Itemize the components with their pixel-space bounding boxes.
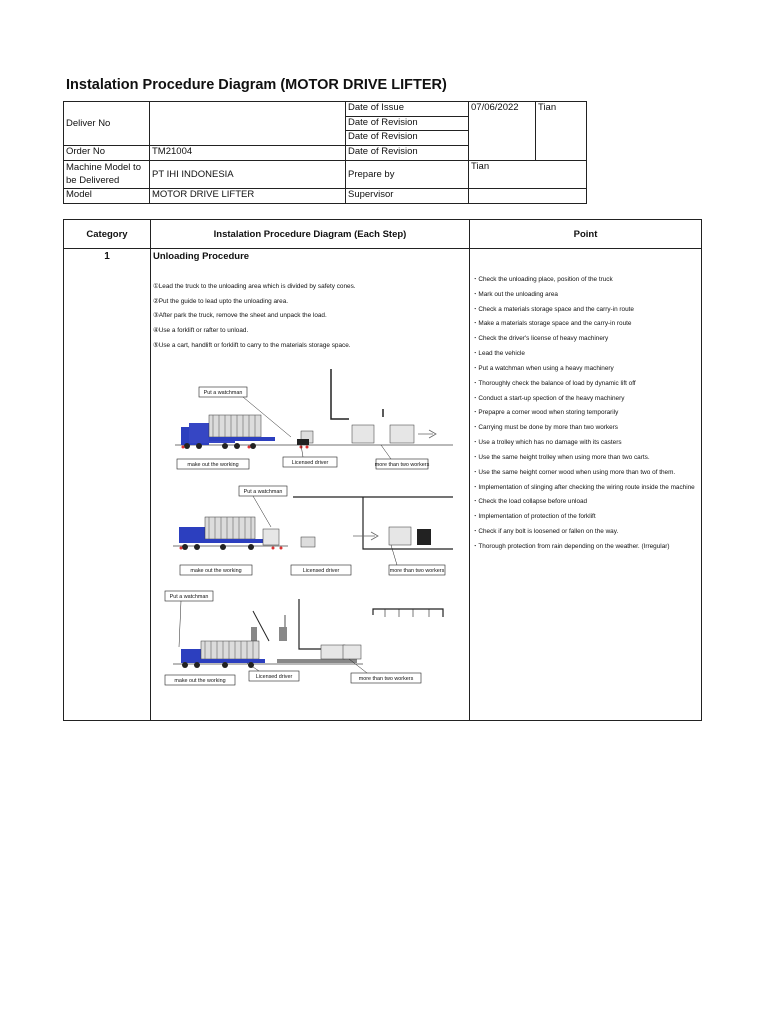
point-2-3: ・Conduct a start-up spection of the heavy machinery (472, 394, 625, 402)
date-of-revision-label-1: Date of Revision (346, 117, 469, 131)
machine-model-label-line-1: Machine Model to (66, 162, 141, 173)
date-of-issue-label: Date of Issue (346, 102, 469, 117)
date-of-issue-value: 07/06/2022 (469, 102, 536, 161)
machine-model-value: PT IHI INDONESIA (150, 161, 346, 189)
date-of-revision-label-3: Date of Revision (346, 146, 469, 161)
point-1-1: ・Check the unloading place, position of the truck (472, 276, 613, 283)
diagram-column-header: Instalation Procedure Diagram (Each Step) (151, 220, 470, 249)
deliver-no-value (150, 102, 346, 146)
category-column-header: Category (64, 220, 151, 249)
point-3-1: ・Use the same height corner wood when using more than two of them. (472, 468, 676, 476)
procedure-steps (153, 280, 467, 353)
scene-3 (165, 591, 443, 685)
point-2-6: ・Use a trolley which has no damage with its casters (472, 438, 622, 446)
machine-model-label-line-2: be Delivered (66, 175, 120, 186)
label-watchman-3: Put a watchman (169, 594, 209, 601)
point-3-3: ・Check the load collapse before unload (472, 498, 588, 506)
step-1: ①Lead the truck to the unloading area which is divided by safety cones. (153, 283, 356, 290)
step-3: ③After park the truck, remove the sheet and unpack the load. (153, 312, 327, 320)
label-workers-1: more than two workers (374, 462, 430, 469)
label-make-out-1: make out the working (187, 462, 239, 469)
deliver-no-label: Deliver No (64, 102, 150, 146)
label-make-out-3: make out the working (174, 678, 226, 685)
point-3-2: ・Implementation of slinging after checking the wiring route inside the machine (472, 483, 695, 491)
order-no-label: Order No (64, 146, 150, 161)
unloading-illustration (153, 359, 453, 699)
point-1-2: ・Mark out the unloading area (472, 290, 558, 298)
point-3-5: ・Check if any bolt is loosened or fallen on the way. (472, 527, 619, 535)
model-label: Model (64, 189, 150, 204)
model-value: MOTOR DRIVE LIFTER (150, 189, 346, 204)
issue-by-value: Tian (536, 102, 587, 161)
label-workers-2: more than two workers (389, 568, 445, 575)
document-title: Instalation Procedure Diagram (MOTOR DRIVE LIFTER) (66, 77, 447, 93)
label-watchman-2: Put a watchman (243, 489, 283, 496)
label-driver-3: Licensed driver (255, 674, 293, 681)
label-make-out-2: make out the working (190, 568, 242, 575)
supervisor-value (469, 189, 587, 204)
point-1-3: ・Check a materials storage space and the carry-in route (472, 305, 634, 313)
point-column-header: Point (470, 220, 702, 249)
scene-1 (175, 369, 453, 469)
point-1-4: ・Make a materials storage space and the carry-in route (472, 320, 632, 328)
step-2: ②Put the guide to lead upto the unloading area. (153, 297, 289, 305)
procedure-title: Unloading Procedure (153, 251, 250, 262)
point-3-6: ・Thorough protection from rain depending on the weather. (Irregular) (472, 542, 670, 550)
supervisor-label: Supervisor (346, 189, 469, 204)
point-2-1: ・Put a watchman when using a heavy machinery (472, 364, 614, 372)
point-2-2: ・Thoroughly check the balance of load by dynamic lift off (472, 379, 636, 387)
label-watchman-1: Put a watchman (203, 390, 243, 397)
category-number: 1 (64, 249, 151, 721)
point-1-5: ・Check the driver's license of heavy machinery (472, 335, 609, 343)
header-info-table (63, 101, 587, 204)
prepare-by-label: Prepare by (346, 161, 469, 189)
scene-2 (173, 486, 453, 575)
step-4: ④Use a forklift or rafter to unload. (153, 327, 249, 335)
order-no-value: TM21004 (150, 146, 346, 161)
label-driver-2: Licensed driver (302, 568, 340, 575)
point-2-5: ・Carrying must be done by more than two workers (472, 424, 618, 432)
step-5: ⑤Use a cart, handlift or forklift to carry to the materials storage space. (153, 341, 351, 349)
date-of-revision-label-2: Date of Revision (346, 131, 469, 146)
procedure-table (63, 219, 702, 721)
point-1-6: ・Lead the vehicle (472, 349, 525, 357)
point-3-4: ・Implementation of protection of the forklift (472, 513, 596, 521)
points-cell (470, 249, 702, 721)
point-2-7: ・Use the same height trolley when using more than two carts. (472, 453, 650, 461)
diagram-cell (151, 249, 470, 721)
label-workers-3: more than two workers (358, 676, 414, 683)
machine-model-label (64, 161, 150, 189)
point-2-4: ・Prepapre a corner wood when storing temporarily (472, 409, 619, 417)
label-driver-1: Licensed driver (291, 460, 329, 467)
prepare-by-value: Tian (469, 161, 587, 189)
